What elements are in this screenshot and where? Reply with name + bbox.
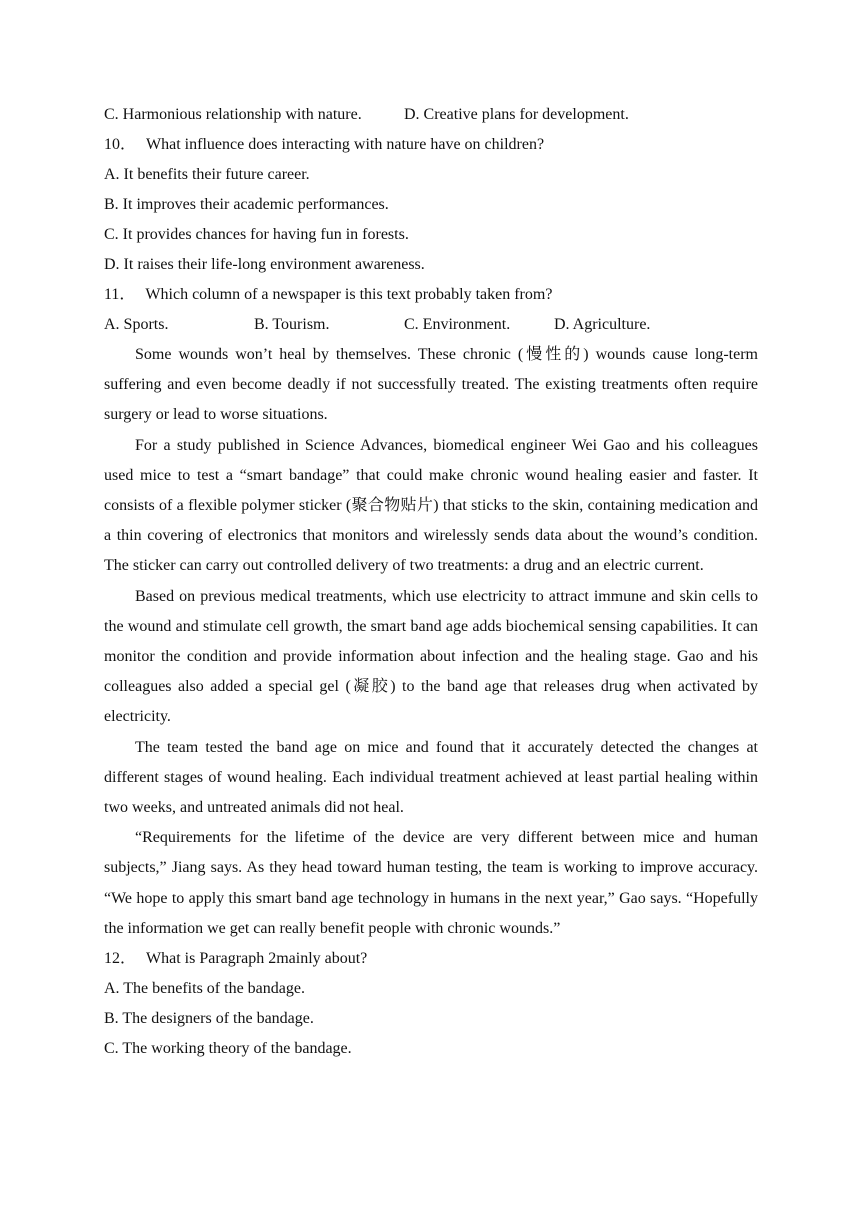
q11-option-a: A. Sports. [104,316,169,333]
passage-paragraph-4: The team tested the band age on mice and found that it accurately detected the changes at different stages of wound healing. Each individual treatment achieved at least partial healing within two weeks, and untreated animals did not heal. [104,738,758,817]
q10-option-a: A. It benefits their future career. [104,166,310,183]
q9-option-c: C. Harmonious relationship with nature. [104,106,362,123]
q12-option-a: A. The benefits of the bandage. [104,980,305,998]
q10-option-b: B. It improves their academic performances. [104,196,389,213]
q11-options-row [104,310,758,340]
q12-number: 12． [104,950,137,968]
passage-paragraph-1: Some wounds won’t heal by themselves. These chronic (慢性的) wounds cause long-term suffering and even become deadly if not successfully treated. The existing treatments often require surgery or lead to worse situations. [104,346,758,424]
q9-option-d: D. Creative plans for development. [404,106,629,123]
exam-page [104,100,758,1064]
q11-option-d: D. Agriculture. [554,316,651,333]
q10-text: What influence does interacting with nature have on children? [146,136,545,153]
q12-question [104,944,758,974]
q10-question [104,130,758,160]
q12-option-b: B. The designers of the bandage. [104,1010,314,1028]
q10-number: 10． [104,136,137,153]
q11-text: Which column of a newspaper is this text probably taken from? [145,286,553,303]
q11-option-c: C. Environment. [404,316,511,333]
q11-number: 11． [104,286,136,303]
q10-option-c: C. It provides chances for having fun in forests. [104,226,409,243]
q12-text: What is Paragraph 2mainly about? [146,950,368,968]
q11-option-b: B. Tourism. [254,316,330,333]
passage-paragraph-2: For a study published in Science Advances, biomedical engineer Wei Gao and his colleagues used mice to test a “smart bandage” that could make chronic wound healing easier and faster. It consists of a flexible polymer sticker (聚合物贴片) that sticks to the skin, containing medication and a thin covering of electronics that monitors and wirelessly sends data about the wound’s condition. The sticker can carry out controlled delivery of two treatments: a drug and an electric current. [104,436,758,575]
q12-option-c: C. The working theory of the bandage. [104,1040,352,1058]
q9-options-row [104,100,758,130]
passage-paragraph-5: “Requirements for the lifetime of the device are very different between mice and human subjects,” Jiang says. As they head toward human testing, the team is working to improve accuracy. “We hope to apply this smart band age technology in humans in the next year,” Gao says. “Hopefully the information we get can really benefit people with chronic wounds.” [104,829,758,937]
q10-option-d: D. It raises their life-long environment awareness. [104,256,425,273]
q11-question [104,280,758,310]
passage-paragraph-3: Based on previous medical treatments, which use electricity to attract immune and skin cells to the wound and stimulate cell growth, the smart band age adds biochemical sensing capabilities. It can monitor the condition and provide information about infection and the healing stage. Gao and his colleagues also added a special gel (凝胶) to the band age that releases drug when activated by electricity. [104,587,758,726]
